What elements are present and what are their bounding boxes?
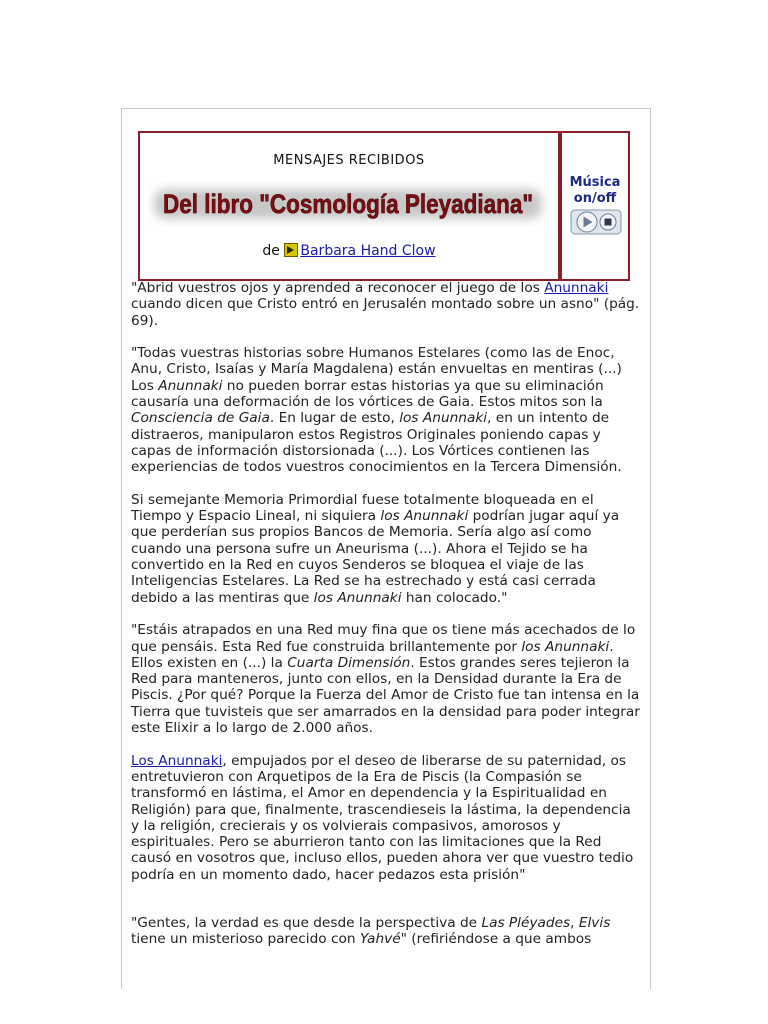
arrow-link-icon <box>284 243 298 257</box>
content-frame <box>121 108 651 989</box>
anunnaki-link[interactable]: Los Anunnaki <box>131 752 223 769</box>
italic-text: Yahvé <box>359 931 401 948</box>
paragraph <box>131 753 643 883</box>
text-segment: . Ellos existen en (...) la <box>131 638 614 671</box>
text-segment: "Estáis atrapados en una Red muy fina que os tiene más acechados de lo que pensáis. Esta Red fue construida brillantemente por <box>131 622 636 655</box>
anunnaki-link[interactable]: Anunnaki <box>544 280 609 296</box>
paragraph <box>131 915 643 948</box>
italic-text: los Anunnaki <box>380 508 469 525</box>
book-title-banner <box>148 181 548 227</box>
audio-player-control[interactable] <box>570 209 622 235</box>
header <box>138 131 630 279</box>
paragraph <box>131 492 643 606</box>
text-segment: no pueden borrar estas historias ya que su eliminación causaría una deformación de los vórtices de Gaia. Estos mitos son la <box>131 377 604 411</box>
paragraph <box>131 280 643 329</box>
article-body <box>131 280 643 964</box>
italic-text: los Anunnaki <box>399 410 488 427</box>
paragraph <box>131 622 643 736</box>
italic-text: Elvis <box>578 914 611 931</box>
music-label <box>562 175 628 207</box>
italic-text: los Anunnaki <box>521 638 610 655</box>
italic-text: Consciencia de Gaia <box>131 410 270 427</box>
author-link[interactable]: Barbara Hand Clow <box>300 243 436 259</box>
music-label-line2: on/off <box>573 191 617 206</box>
paragraph <box>131 345 643 475</box>
music-toggle-box <box>560 131 630 281</box>
italic-text: Las Pléyades <box>481 914 571 931</box>
stop-icon[interactable] <box>600 214 616 230</box>
text-segment: tiene un misterioso parecido con <box>131 931 360 948</box>
text-segment: "Todas vuestras historias sobre Humanos Estelares (como las de Enoc, Anu, Cristo, Isaías y María Magdalena) están envueltas en mentiras (...) Los <box>131 345 622 394</box>
section-title: MENSAJES RECIBIDOS <box>273 153 425 168</box>
text-segment: han colocado." <box>401 589 508 606</box>
text-segment: "Gentes, la verdad es que desde la perspectiva de <box>131 914 482 931</box>
play-icon[interactable] <box>577 212 597 232</box>
italic-text: Anunnaki <box>158 377 223 394</box>
text-segment: . En lugar de esto, <box>269 410 400 427</box>
text-segment: cuando dicen que Cristo entró en Jerusalén montado sobre un asno" (pág. 69). <box>131 296 640 329</box>
text-segment: Si semejante Memoria Primordial fuese totalmente bloqueada en el Tiempo y Espacio Lineal, ni siquiera <box>131 491 594 525</box>
title-box <box>138 131 560 281</box>
italic-text: los Anunnaki <box>313 589 402 606</box>
text-segment: " (refiriéndose a que ambos <box>400 931 592 948</box>
italic-text: Cuarta Dimensión <box>287 654 411 671</box>
text-segment: "Abrid vuestros ojos y aprended a reconocer el juego de los <box>131 280 545 296</box>
author-line <box>140 243 558 259</box>
text-segment: , empujados por el deseo de liberarse de su paternidad, os entretuvieron con Arquetipos de la Era de Piscis (la Compasión se transformó en lástima, el Amor en dependencia y la Espiritualidad en Religión) para que, finalmente, trascendieseis la lástima, la dependencia y la religión, crecierais y os volvierais compasivos, amorosos y espirituales. Pero se aburrieron tanto con las limitaciones que la Red causó en vosotros que, incluso ellos, pueden ahora ver que vuestro tedio podría en un momento dado, hacer pedazos esta prisión" <box>131 752 634 883</box>
text-segment: . Estos grandes seres tejieron la Red para manteneros, junto con ellos, en la Densidad durante la Era de Piscis. ¿Por qué? Porque la Fuerza del Amor de Cristo fue tan intensa en la Tierra que tuvisteis que ser amarrados en la densidad para poder integrar este Elixir a lo largo de 2.000 años. <box>131 654 640 737</box>
text-segment: , en un intento de distraeros, manipularon estos Registros Originales poniendo capas y capas de información distorsionada (...). Los Vórtices contienen las experiencias de todos vuestros conocimientos en la Tercera Dimensión. <box>131 410 622 476</box>
author-prefix: de <box>262 243 280 259</box>
text-segment: , <box>570 914 579 931</box>
book-title-text: Del libro "Cosmología Pleyadiana" <box>163 189 533 219</box>
music-label-line1: Música <box>569 175 621 190</box>
text-segment: podrían jugar aquí ya que perderían sus propios Bancos de Memoria. Sería algo así como cuando una persona sufre un Aneurisma (...). Ahora el Tejido se ha convertido en la Red en cuyos Senderos se bloquea el viaje de las Inteligencias Estelares. La Red se ha estrechado y está casi cerrada debido a las mentiras que <box>131 508 620 606</box>
